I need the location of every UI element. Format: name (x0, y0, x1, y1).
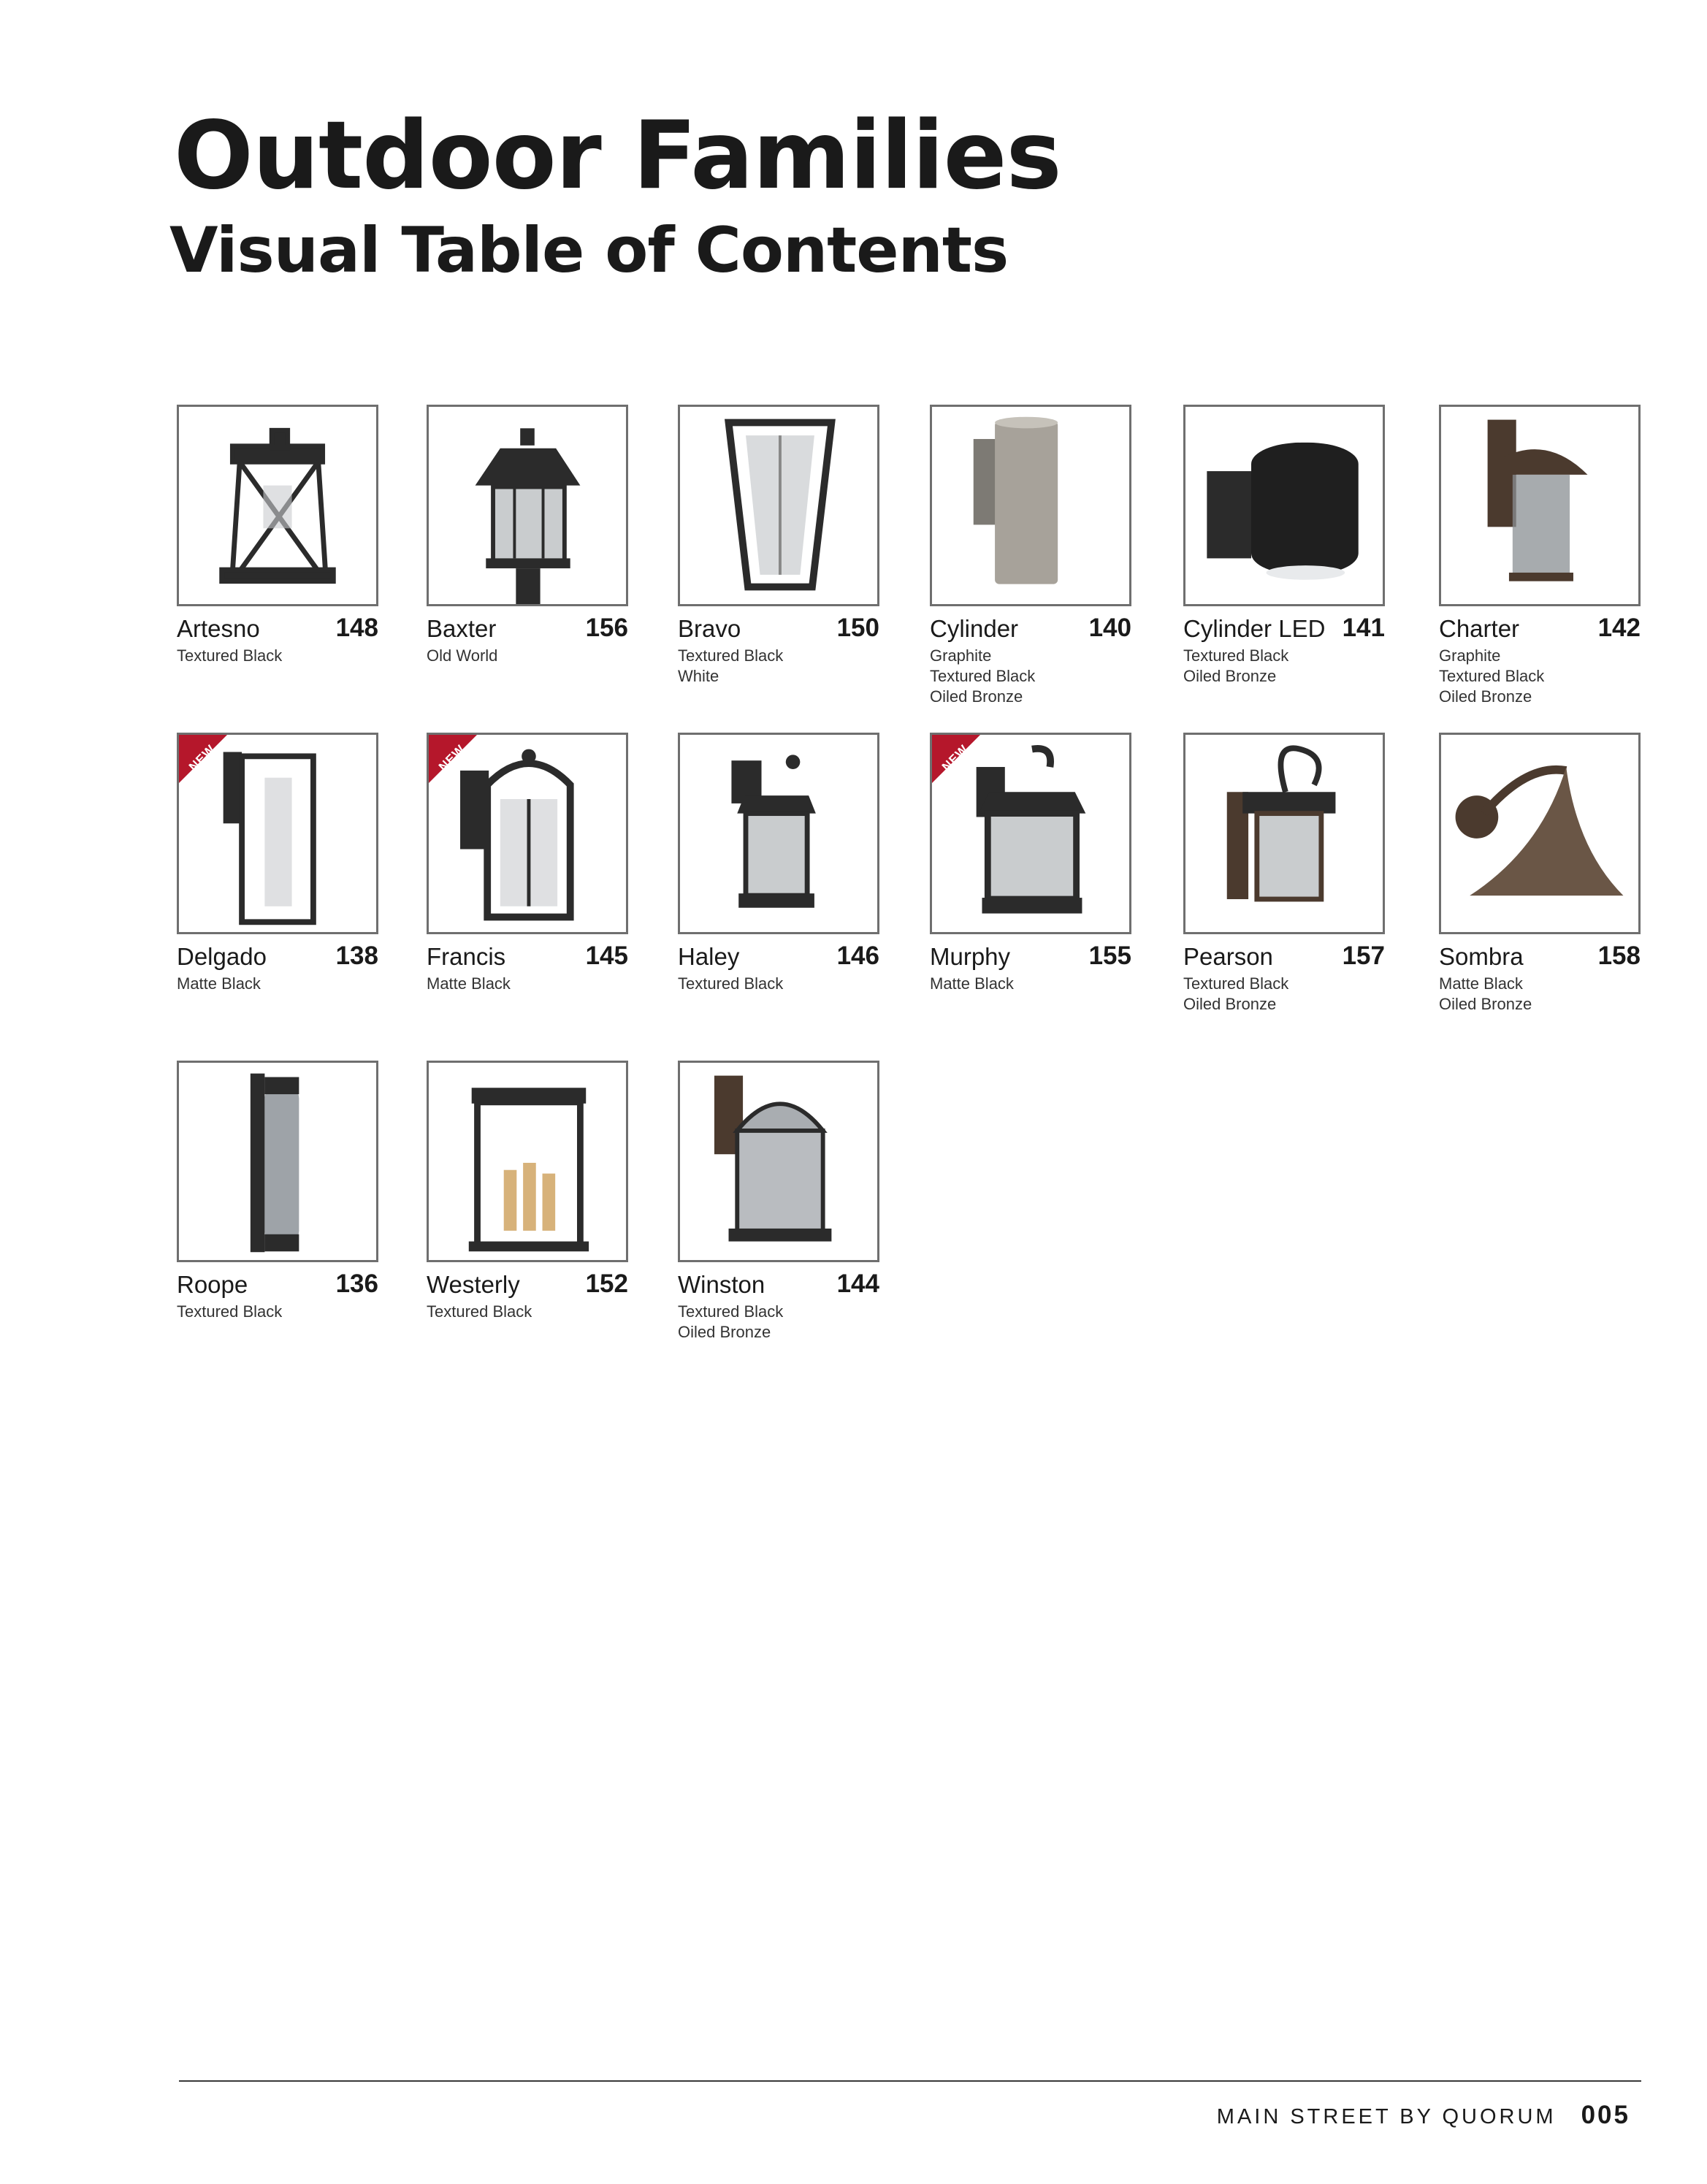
new-badge (932, 735, 992, 795)
family-name[interactable]: Roope (177, 1271, 248, 1298)
family-card[interactable] (930, 733, 1131, 994)
footer-divider (179, 2080, 1641, 2082)
finish-option: Matte Black (930, 974, 1014, 993)
finish-option: Oiled Bronze (678, 1323, 771, 1341)
winston-lantern-icon (680, 1063, 877, 1260)
product-thumbnail[interactable] (678, 1061, 879, 1262)
family-page-number[interactable]: 148 (335, 614, 378, 642)
family-name[interactable]: Winston (678, 1271, 765, 1298)
finish-option: Textured Black (427, 1302, 532, 1321)
finish-option: Matte Black (427, 974, 511, 993)
finish-option: Textured Black (678, 974, 784, 993)
haley-lantern-icon (680, 735, 877, 932)
artesno-lantern-icon (179, 407, 376, 604)
new-badge-label: NEW (435, 741, 468, 774)
finish-option: Textured Black (177, 646, 283, 665)
product-thumbnail[interactable] (678, 733, 879, 934)
finish-option: Oiled Bronze (1183, 995, 1277, 1013)
finish-list (1183, 974, 1385, 1015)
footer-brand: MAIN STREET BY QUORUM (1216, 2105, 1557, 2128)
family-card[interactable] (678, 1061, 879, 1343)
product-thumbnail[interactable] (427, 405, 628, 606)
family-card[interactable] (1183, 405, 1385, 687)
finish-option: Graphite (930, 646, 992, 665)
family-card[interactable] (1439, 733, 1641, 1015)
family-card[interactable] (678, 405, 879, 687)
finish-list (177, 974, 378, 994)
family-name[interactable]: Francis (427, 943, 506, 970)
finish-list (177, 646, 378, 666)
family-name[interactable]: Westerly (427, 1271, 520, 1298)
finish-option: White (678, 667, 719, 685)
family-card[interactable] (1183, 733, 1385, 1015)
cylinder-sconce-icon (932, 407, 1129, 604)
family-page-number[interactable]: 146 (836, 942, 879, 970)
family-name[interactable]: Sombra (1439, 943, 1524, 970)
product-thumbnail[interactable] (1439, 733, 1641, 934)
finish-option: Textured Black (1183, 646, 1289, 665)
roope-tube-sconce-icon (179, 1063, 376, 1260)
new-badge-label: NEW (186, 741, 218, 774)
family-card[interactable] (177, 733, 378, 994)
finish-option: Textured Black (930, 667, 1036, 685)
family-card[interactable] (427, 733, 628, 994)
family-card[interactable] (427, 405, 628, 666)
cylinder-led-sconce-icon (1185, 407, 1383, 604)
new-badge (179, 735, 239, 795)
product-thumbnail[interactable] (177, 1061, 378, 1262)
finish-list (1183, 646, 1385, 687)
page-subtitle: Visual Table of Contents (169, 214, 1009, 287)
family-page-number[interactable]: 142 (1597, 614, 1641, 642)
family-card[interactable] (1439, 405, 1641, 707)
finish-option: Textured Black (678, 1302, 784, 1321)
family-page-number[interactable]: 152 (585, 1269, 628, 1298)
product-thumbnail[interactable] (177, 733, 378, 934)
finish-list (678, 646, 879, 687)
new-badge (429, 735, 489, 795)
family-name[interactable]: Delgado (177, 943, 267, 970)
family-card[interactable] (678, 733, 879, 994)
finish-list (427, 1302, 628, 1322)
product-thumbnail[interactable] (427, 733, 628, 934)
family-name[interactable]: Charter (1439, 615, 1520, 642)
family-card[interactable] (930, 405, 1131, 707)
family-card[interactable] (177, 405, 378, 666)
finish-option: Textured Black (177, 1302, 283, 1321)
family-name[interactable]: Cylinder LED (1183, 615, 1326, 642)
family-page-number[interactable]: 145 (585, 942, 628, 970)
finish-list (930, 646, 1131, 707)
product-thumbnail[interactable] (1439, 405, 1641, 606)
family-name[interactable]: Cylinder (930, 615, 1019, 642)
bravo-lantern-icon (680, 407, 877, 604)
finish-option: Graphite (1439, 646, 1501, 665)
page-title: Outdoor Families (174, 102, 1061, 210)
new-badge-label: NEW (939, 741, 971, 774)
product-thumbnail[interactable] (1183, 733, 1385, 934)
finish-list (930, 974, 1131, 994)
pearson-lantern-icon (1185, 735, 1383, 932)
footer (1217, 2101, 1630, 2130)
finish-option: Oiled Bronze (1439, 687, 1532, 706)
family-page-number[interactable]: 141 (1342, 614, 1385, 642)
family-page-number[interactable]: 144 (836, 1269, 879, 1298)
family-card[interactable] (427, 1061, 628, 1322)
family-page-number[interactable]: 157 (1342, 942, 1385, 970)
finish-option: Oiled Bronze (930, 687, 1023, 706)
finish-list (678, 974, 879, 994)
family-page-number[interactable]: 155 (1088, 942, 1131, 970)
family-name[interactable]: Bravo (678, 615, 741, 642)
product-thumbnail[interactable] (678, 405, 879, 606)
finish-list (177, 1302, 378, 1322)
family-name[interactable]: Baxter (427, 615, 497, 642)
family-page-number[interactable]: 138 (335, 942, 378, 970)
finish-option: Matte Black (177, 974, 261, 993)
westerly-lantern-icon (429, 1063, 626, 1260)
product-thumbnail[interactable] (427, 1061, 628, 1262)
product-thumbnail[interactable] (1183, 405, 1385, 606)
finish-option: Textured Black (1183, 974, 1289, 993)
finish-option: Old World (427, 646, 498, 665)
finish-list (678, 1302, 879, 1343)
product-thumbnail[interactable] (930, 405, 1131, 606)
finish-option: Oiled Bronze (1439, 995, 1532, 1013)
charter-lantern-icon (1441, 407, 1638, 604)
product-thumbnail[interactable] (177, 405, 378, 606)
finish-option: Textured Black (678, 646, 784, 665)
family-name[interactable]: Haley (678, 943, 740, 970)
finish-list (427, 646, 628, 666)
family-name[interactable]: Pearson (1183, 943, 1273, 970)
family-name[interactable]: Artesno (177, 615, 260, 642)
finish-option: Oiled Bronze (1183, 667, 1277, 685)
finish-list (427, 974, 628, 994)
finish-list (1439, 974, 1641, 1015)
family-page-number[interactable]: 158 (1597, 942, 1641, 970)
footer-page-number: 005 (1581, 2101, 1630, 2129)
finish-list (1439, 646, 1641, 707)
family-page-number[interactable]: 150 (836, 614, 879, 642)
family-name[interactable]: Murphy (930, 943, 1011, 970)
family-page-number[interactable]: 136 (335, 1269, 378, 1298)
product-thumbnail[interactable] (930, 733, 1131, 934)
family-page-number[interactable]: 156 (585, 614, 628, 642)
sombra-barn-light-icon (1441, 735, 1638, 932)
finish-option: Matte Black (1439, 974, 1523, 993)
finish-option: Textured Black (1439, 667, 1545, 685)
family-page-number[interactable]: 140 (1088, 614, 1131, 642)
family-card[interactable] (177, 1061, 378, 1322)
baxter-post-lantern-icon (429, 407, 626, 604)
